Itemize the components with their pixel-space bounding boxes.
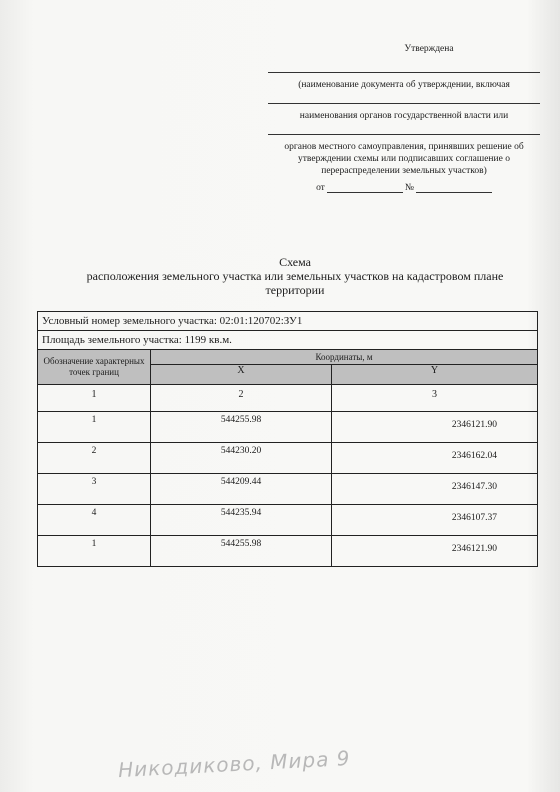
area: Площадь земельного участка: 1199 кв.м. xyxy=(38,331,538,350)
approval-caption-1: (наименование документа об утверждении, включая xyxy=(298,80,510,90)
from-label: от xyxy=(316,183,325,193)
handwritten-note: Никодиково, Мира 9 xyxy=(117,745,351,783)
point-id: 3 xyxy=(38,474,151,505)
header-points: Обозначение характерных точек границ xyxy=(38,350,151,385)
scheme-subtitle: расположения земельного участка или земельных участков на кадастровом плане территории xyxy=(86,269,504,297)
number-blank xyxy=(416,184,492,193)
point-id: 1 xyxy=(38,412,151,443)
header-x: X xyxy=(151,365,332,385)
coord-x: 544230.20 xyxy=(151,443,332,474)
coord-y: 2346162.04 xyxy=(332,443,538,474)
coord-y: 2346121.90 xyxy=(332,412,538,443)
col-number: 1 xyxy=(38,385,151,412)
coord-x: 544209.44 xyxy=(151,474,332,505)
point-id: 1 xyxy=(38,536,151,567)
coord-y: 2346147.30 xyxy=(332,474,538,505)
coord-x: 544235.94 xyxy=(151,505,332,536)
conditional-number: Условный номер земельного участка: 02:01:120702:ЗУ1 xyxy=(38,312,538,331)
coordinates-table xyxy=(37,311,538,567)
coord-x: 544255.98 xyxy=(151,412,332,443)
col-number: 2 xyxy=(151,385,332,412)
approval-caption-3: органов местного самоуправления, принявших решение об утверждении схемы или подписавших соглашение о перераспределении земельных участков) xyxy=(284,142,524,176)
date-number-row xyxy=(268,183,540,193)
number-label: № xyxy=(404,183,414,193)
scheme-title: Схема xyxy=(279,255,311,269)
coord-x: 544255.98 xyxy=(151,536,332,567)
coord-y: 2346121.90 xyxy=(332,536,538,567)
col-number: 3 xyxy=(332,385,538,412)
scheme-heading xyxy=(60,255,530,297)
table-row xyxy=(38,505,538,536)
blank-line xyxy=(268,72,540,73)
date-blank xyxy=(327,184,403,193)
point-id: 2 xyxy=(38,443,151,474)
table-row xyxy=(38,474,538,505)
point-id: 4 xyxy=(38,505,151,536)
table-row xyxy=(38,443,538,474)
coord-y: 2346107.37 xyxy=(332,505,538,536)
approval-title: Утверждена xyxy=(404,44,454,54)
blank-line xyxy=(268,134,540,135)
header-y: Y xyxy=(332,365,538,385)
blank-line xyxy=(268,103,540,104)
table-row xyxy=(38,412,538,443)
approval-caption-2: наименования органов государственной власти или xyxy=(299,111,509,121)
table-row xyxy=(38,536,538,567)
approval-block xyxy=(268,44,540,193)
header-coordinates: Координаты, м xyxy=(151,350,538,365)
